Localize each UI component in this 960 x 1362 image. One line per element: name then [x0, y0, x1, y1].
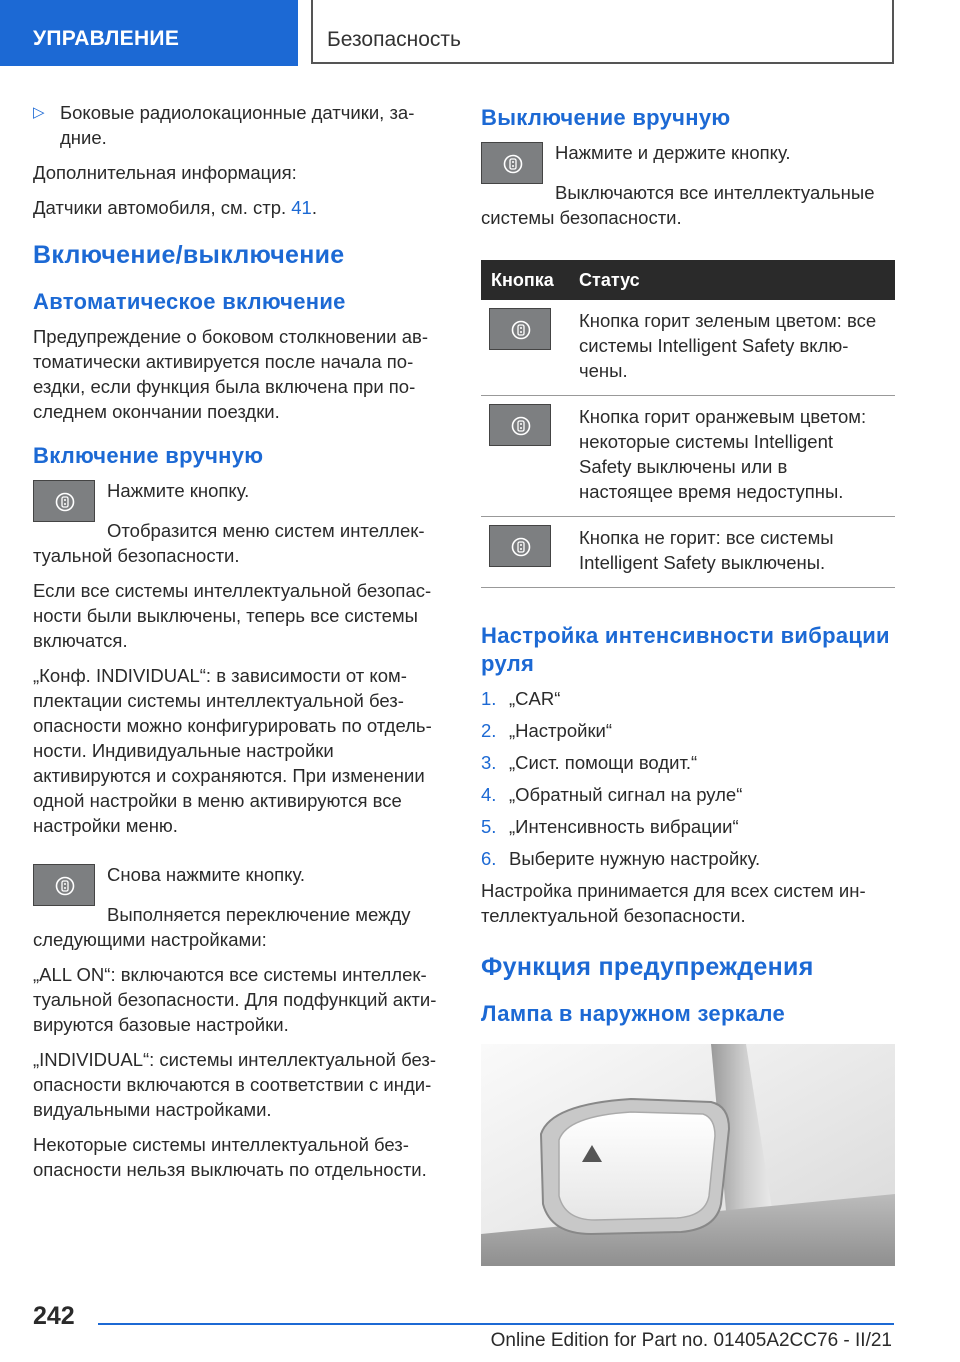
switching-text: Выполняется переключение между следующими настройками:	[33, 904, 411, 950]
step-text: „Обратный сигнал на руле“	[509, 784, 743, 805]
steps-list	[481, 686, 895, 871]
intelligent-safety-button-icon	[33, 480, 95, 522]
paragraph-all-off: Если все системы интеллектуальной безопас- ности были выключены, теперь все системы включатся.	[33, 580, 432, 651]
right-column	[481, 100, 895, 1266]
status-table-header	[481, 260, 895, 300]
sensors-prefix: Датчики автомобиля, см. стр.	[33, 197, 292, 218]
page-link-41[interactable]: 41	[291, 197, 312, 218]
step-text: „Настройки“	[509, 720, 613, 741]
press-button-text: Нажмите кнопку.	[107, 480, 250, 501]
header-chapter-box	[311, 0, 894, 64]
status-cell: Кнопка не горит: все системы Intelligent Safety выключены.	[569, 517, 895, 588]
list-item	[481, 718, 895, 743]
column-header-status: Статус	[569, 260, 895, 300]
press-again-text: Снова нажмите кнопку.	[107, 864, 305, 885]
table-row	[481, 300, 895, 396]
sensors-reference	[33, 195, 447, 220]
step-text: „Интенсивность вибрации“	[509, 816, 739, 837]
step-number: 3.	[481, 752, 497, 773]
button-instruction-press-again	[33, 862, 447, 938]
press-hold-text: Нажмите и держите кнопку.	[555, 142, 791, 163]
heading-manual-off: Выключение вручную	[481, 105, 731, 130]
paragraph-applies: Настройка принимается для всех систем ин- теллектуальной безопасности.	[481, 880, 866, 926]
page-number: 242	[33, 1302, 75, 1330]
heading-manual-on: Включение вручную	[33, 443, 264, 468]
paragraph-some: Некоторые системы интеллектуальной без- опасности нельзя выключать по отдельности.	[33, 1134, 427, 1180]
bullet-item	[33, 100, 447, 150]
list-item	[481, 686, 895, 711]
paragraph-auto-on: Предупреждение о боковом столкновении ав- томатически активируется после начала по- ездки, если функция была включена при по- следнем окончании поездки.	[33, 326, 429, 422]
info-label: Дополнительная информация:	[33, 162, 297, 183]
edition-note: Online Edition for Part no. 01405A2CC76 - II/21	[490, 1330, 892, 1351]
footer-divider	[98, 1323, 894, 1325]
intelligent-safety-button-icon	[489, 308, 551, 350]
list-item	[481, 814, 895, 839]
status-cell: Кнопка горит оранжевым цветом: некоторые системы Intelligent Safety выключены или в настоящее время недоступны.	[569, 396, 895, 517]
status-table	[481, 260, 895, 588]
list-item	[481, 750, 895, 775]
step-text: Выберите нужную настройку.	[509, 848, 761, 869]
sensors-suffix: .	[311, 197, 317, 218]
menu-shown-text: Отобразится меню систем интеллек- туальной безопасности.	[33, 520, 425, 566]
button-instruction-press	[33, 478, 447, 554]
status-cell: Кнопка горит зеленым цветом: все системы Intelligent Safety вклю- чены.	[569, 300, 895, 396]
table-row	[481, 396, 895, 517]
paragraph-individual: „INDIVIDUAL“: системы интеллектуальной без- опасности включаются в соответствии с инди- видуальными настройками.	[33, 1049, 436, 1120]
column-header-button: Кнопка	[481, 260, 569, 300]
heading-intensity: Настройка интенсивности вибрации руля	[481, 623, 890, 676]
header-section-label: УПРАВЛЕНИЕ	[33, 27, 180, 50]
step-text: „CAR“	[509, 688, 561, 709]
left-column	[33, 100, 447, 1192]
step-number: 6.	[481, 848, 497, 869]
step-number: 2.	[481, 720, 497, 741]
step-number: 1.	[481, 688, 497, 709]
header-chapter-label: Безопасность	[327, 28, 461, 51]
heading-auto-on: Автоматическое включение	[33, 289, 346, 314]
bullet-text: Боковые радиолокационные датчики, за- дние.	[60, 102, 415, 148]
intelligent-safety-button-icon	[481, 142, 543, 184]
heading-mirror-lamp: Лампа в наружном зеркале	[481, 1001, 786, 1026]
step-number: 4.	[481, 784, 497, 805]
table-row	[481, 517, 895, 588]
heading-warning-function: Функция предупреждения	[481, 953, 814, 981]
intelligent-safety-button-icon	[489, 525, 551, 567]
triangle-right-icon: ▷	[33, 104, 45, 121]
step-number: 5.	[481, 816, 497, 837]
all-off-text: Выключаются все интеллектуальные системы безопасности.	[481, 182, 875, 228]
intelligent-safety-button-icon	[489, 404, 551, 446]
button-instruction-hold	[481, 140, 895, 216]
list-item	[481, 846, 895, 871]
paragraph-config: „Конф. INDIVIDUAL“: в зависимости от ком- плектации системы интеллектуальной без- опасности можно конфигурировать по отдель- ности. Индивидуальные настройки активируются и сохраняются. При изменении одной настройки в меню активируются все настройки меню.	[33, 665, 432, 836]
paragraph-all-on: „ALL ON“: включаются все системы интеллек- туальной безопасности. Для подфункций акти- вируются базовые настройки.	[33, 964, 437, 1035]
step-text: „Сист. помощи водит.“	[509, 752, 698, 773]
list-item	[481, 782, 895, 807]
header-section-tab	[0, 0, 298, 66]
heading-on-off: Включение/выключение	[33, 241, 345, 269]
mirror-illustration	[481, 1044, 895, 1266]
intelligent-safety-button-icon	[33, 864, 95, 906]
